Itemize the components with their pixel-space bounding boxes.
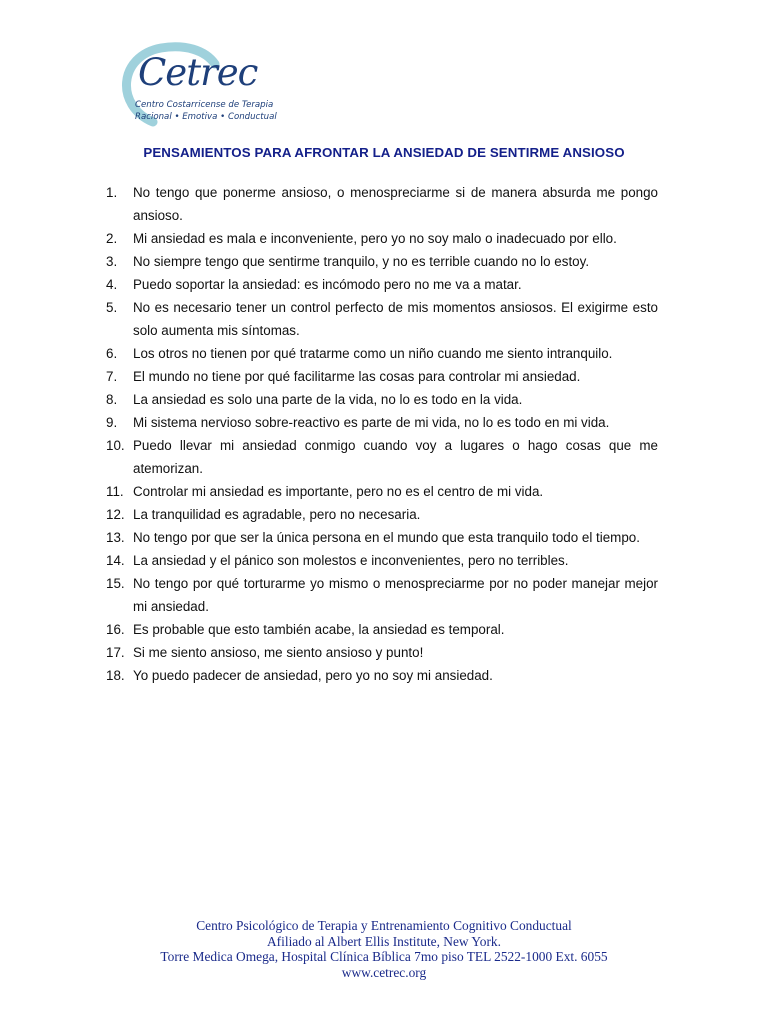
item-number: 17. [106,645,125,660]
item-number: 9. [106,415,118,430]
list-item [106,641,658,664]
item-text: Es probable que esto también acabe, la ansiedad es temporal. [133,622,505,637]
item-number: 2. [106,231,118,246]
item-text: Controlar mi ansiedad es importante, pero no es el centro de mi vida. [133,484,544,499]
item-number: 8. [106,392,118,407]
item-text: Los otros no tienen por qué tratarme como un niño cuando me siento intranquilo. [133,346,613,361]
list-item [106,434,658,480]
list-item [106,572,658,618]
footer-line-affiliation: Afiliado al Albert Ellis Institute, New York. [267,933,501,949]
footer-line-address: Torre Medica Omega, Hospital Clínica Bíblica 7mo piso TEL 2522-1000 Ext. 6055 [160,949,608,964]
item-text: Puedo llevar mi ansiedad conmigo cuando voy a lugares o hago cosas que me atemorizan. [133,438,658,476]
item-text: Mi ansiedad es mala e inconveniente, pero yo no soy malo o inadecuado por ello. [133,231,617,246]
list-item [106,250,658,273]
item-number: 6. [106,346,118,361]
item-text: Yo puedo padecer de ansiedad, pero yo no soy mi ansiedad. [133,668,493,683]
list-item [106,503,658,526]
item-number: 5. [106,300,118,315]
list-item [106,411,658,434]
cetrec-logo [113,40,293,130]
item-text: Si me siento ansioso, me siento ansioso y punto! [133,645,424,660]
list-item [106,618,658,641]
list-item [106,227,658,250]
page-footer [0,918,768,980]
item-text: La ansiedad es solo una parte de la vida, no lo es todo en la vida. [133,392,523,407]
item-number: 10. [106,438,125,453]
item-number: 4. [106,277,118,292]
list-item [106,296,658,342]
item-text: El mundo no tiene por qué facilitarme las cosas para controlar mi ansiedad. [133,369,581,384]
item-number: 18. [106,668,125,683]
item-number: 3. [106,254,118,269]
item-text: Mi sistema nervioso sobre-reactivo es parte de mi vida, no lo es todo en mi vida. [133,415,610,430]
item-number: 11. [106,484,124,499]
item-number: 16. [106,622,125,637]
item-text: No tengo por que ser la única persona en el mundo que esta tranquilo todo el tiempo. [133,530,640,545]
footer-website-link[interactable]: www.cetrec.org [341,964,427,980]
item-text: No tengo por qué torturarme yo mismo o menospreciarme por no poder manejar mejor mi ansiedad. [133,576,658,614]
item-text: No siempre tengo que sentirme tranquilo, y no es terrible cuando no lo estoy. [133,254,590,269]
logo-brand-text: Cetrec [138,51,258,94]
item-number: 14. [106,553,125,568]
item-text: No es necesario tener un control perfecto de mis momentos ansiosos. El exigirme esto solo aumenta mis síntomas. [133,300,658,338]
list-item [106,273,658,296]
list-item [106,480,658,503]
item-number: 13. [106,530,125,545]
list-item [106,181,658,227]
item-number: 1. [106,185,118,200]
document-title: PENSAMIENTOS PARA AFRONTAR LA ANSIEDAD DE SENTIRME ANSIOSO [143,145,625,160]
list-item [106,526,658,549]
logo-tagline-line2: Racional • Emotiva • Conductual [135,112,277,122]
footer-line-center-name: Centro Psicológico de Terapia y Entrenamiento Cognitivo Conductual [196,918,572,933]
item-text: Puedo soportar la ansiedad: es incómodo pero no me va a matar. [133,277,522,292]
item-text: La tranquilidad es agradable, pero no necesaria. [133,507,421,522]
item-text: No tengo que ponerme ansioso, o menospreciarme si de manera absurda me pongo ansioso. [133,185,658,223]
item-text: La ansiedad y el pánico son molestos e inconvenientes, pero no terribles. [133,553,569,568]
list-item [106,388,658,411]
list-item [106,365,658,388]
list-item [106,664,658,687]
item-number: 12. [106,507,125,522]
logo-tagline-line1: Centro Costarricense de Terapia [135,100,274,110]
item-number: 7. [106,369,118,384]
item-number: 15. [106,576,125,591]
thoughts-list [106,181,658,687]
list-item [106,342,658,365]
list-item [106,549,658,572]
